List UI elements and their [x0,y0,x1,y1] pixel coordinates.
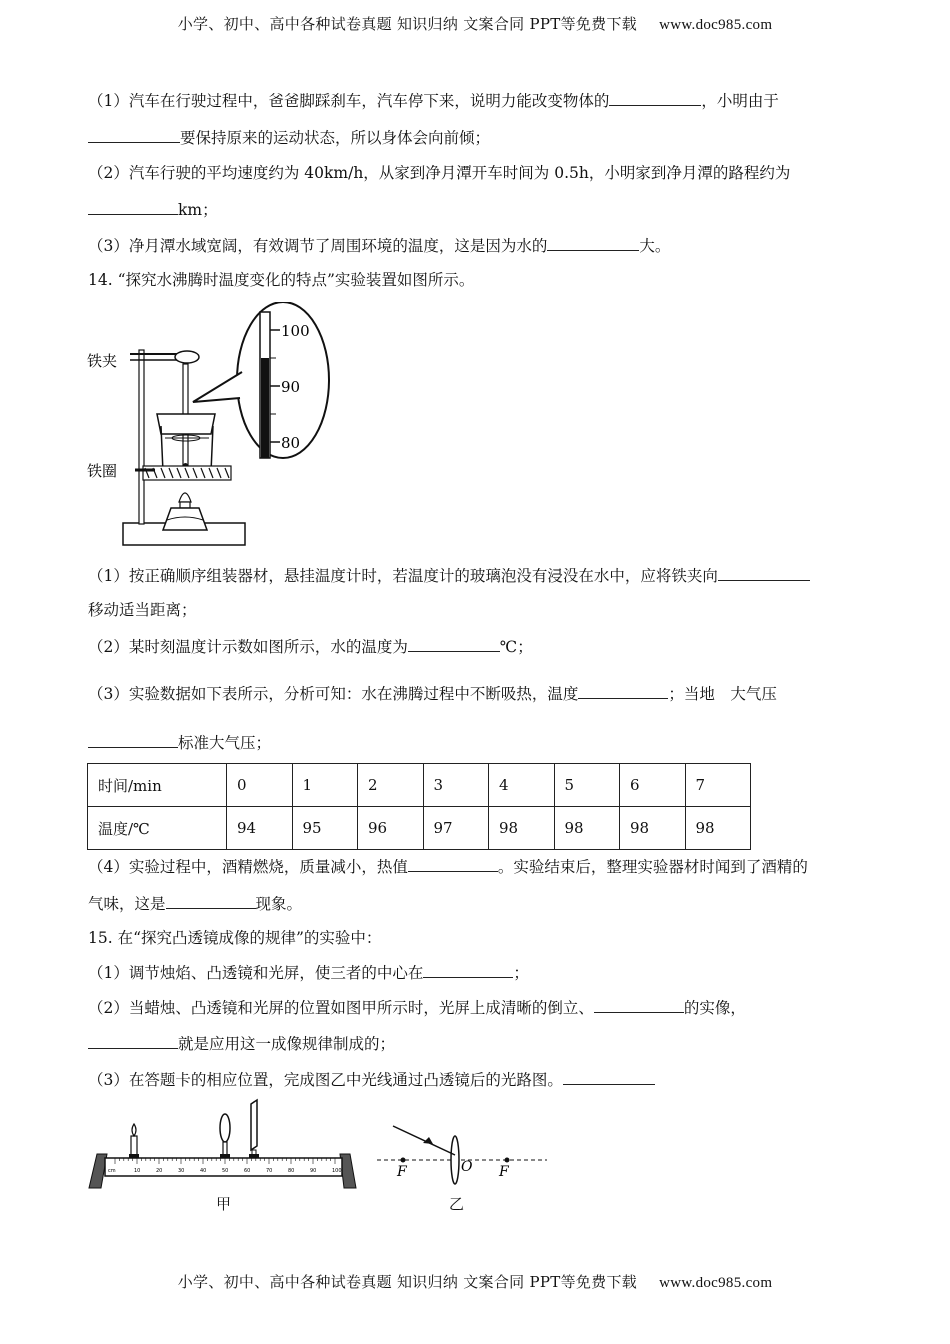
convex-lens [451,1136,459,1184]
answer-blank[interactable] [166,893,256,909]
answer-blank[interactable] [563,1069,655,1085]
flame [179,493,191,502]
q15-part2: （2）当蜡烛、凸透镜和光屏的位置如图甲所示时，光屏上成清晰的倒立、 的实像， [88,999,746,1017]
header-site-link[interactable]: www.doc985.com [659,17,773,33]
q15-part1: （1）调节烛焰、凸透镜和光屏，使三者的中心在 ； [88,964,529,982]
q14-part1-cont: 移动适当距离； [88,601,197,619]
stand-pole [139,350,144,524]
liquid-column [261,358,269,458]
answer-blank[interactable] [88,127,180,143]
table-cell: 98 [554,807,620,850]
answer-blank[interactable] [594,997,684,1013]
answer-blank[interactable] [718,565,810,581]
candle [131,1136,137,1156]
q13-part2-cont: km； [88,199,218,220]
q13-part2: （2）汽车行驶的平均速度约为 40km/h，从家到净月潭开车时间为 0.5h，小明家到净月潭的路程约为 [88,164,791,182]
answer-blank[interactable] [88,1033,178,1049]
table-cell: 0 [227,764,293,807]
focus-left [401,1158,406,1163]
table-cell: 98 [489,807,555,850]
q13-part3: （3）净月潭水域宽阔，有效调节了周围环境的温度，这是因为水的 大。 [88,237,671,255]
q15-title: 15. 在“探究凸透镜成像的规律”的实验中： [88,929,382,947]
table-cell: 94 [227,807,293,850]
table-row-temperature [88,807,751,850]
light-screen [251,1100,257,1150]
answer-blank[interactable] [423,962,513,978]
ruler-tick-label: 10 [134,1168,141,1174]
q14-part1: （1）按正确顺序组装器材，悬挂温度计时，若温度计的玻璃泡没有浸没在水中，应将铁夹向 [88,565,810,586]
label-o: O [461,1159,473,1175]
q14-part2: （2）某时刻温度计示数如图所示，水的温度为 ℃； [88,638,533,656]
label-iron-clamp: 铁夹 [87,352,118,370]
table-cell: 1 [292,764,358,807]
table-cell: 96 [358,807,424,850]
table-cell: 3 [423,764,489,807]
tick-90: 90 [281,378,301,396]
q15-part3: （3）在答题卡的相应位置，完成图乙中光线通过凸透镜后的光路图。 [88,1069,655,1090]
page-header [0,13,950,34]
ruler-tick-label: 50 [222,1168,229,1174]
data-table [87,763,751,850]
focus-right [505,1158,510,1163]
table-cell: 95 [292,807,358,850]
tick-80: 80 [281,434,301,452]
table-cell: 4 [489,764,555,807]
answer-blank[interactable] [609,90,701,106]
answer-blank[interactable] [408,856,498,872]
table-row-header: 温度/℃ [88,807,227,850]
footer-text: 小学、初中、高中各种试卷真题 知识归纳 文案合同 PPT等免费下载 [177,1273,638,1291]
q14-part4-cont: 气味，这是 现象。 [88,895,303,913]
page-footer [0,1271,950,1292]
table-cell: 97 [423,807,489,850]
ray-diagram-figure [375,1115,550,1185]
answer-blank[interactable] [578,683,668,699]
ruler-tick-label: 90 [310,1168,317,1174]
q14-part3-cont: 标准大气压； [88,732,271,753]
ruler-tick-label: 40 [200,1168,207,1174]
ruler-tick-label: 30 [178,1168,185,1174]
q14-title: 14. “探究水沸腾时温度变化的特点”实验装置如图所示。 [88,271,475,289]
beaker-lid [157,414,215,434]
tick-100: 100 [281,322,310,340]
table-cell: 6 [620,764,686,807]
table-cell: 7 [685,764,751,807]
ruler-tick-label: 60 [244,1168,251,1174]
table-cell: 98 [620,807,686,850]
caption-yi: 乙 [449,1195,465,1213]
ruler-tick-label: 80 [288,1168,295,1174]
header-text: 小学、初中、高中各种试卷真题 知识归纳 文案合同 PPT等免费下载 [177,15,638,33]
label-f-left: F [397,1164,407,1180]
clamp-jaw [175,351,199,363]
footer-site-link[interactable]: www.doc985.com [659,1275,773,1291]
ruler-tick-label: 100 [332,1168,342,1174]
answer-blank[interactable] [88,199,178,215]
caption-jia: 甲 [216,1195,232,1213]
convex-lens [220,1114,230,1142]
answer-blank[interactable] [408,636,500,652]
ruler-tick-label: 20 [156,1168,163,1174]
label-iron-ring: 铁圈 [87,462,118,480]
table-row-header: 时间/min [88,764,227,807]
ruler-unit: cm [108,1168,116,1174]
answer-blank[interactable] [547,235,639,251]
table-cell: 98 [685,807,751,850]
ruler-tick-label: 70 [266,1168,273,1174]
q13-part1-cont: 要保持原来的运动状态，所以身体会向前倾； [88,127,490,148]
table-row-time [88,764,751,807]
q14-part3: （3）实验数据如下表所示，分析可知：水在沸腾过程中不断吸热，温度 ；当地 大气压 [88,685,777,703]
optical-bench-figure [85,1098,360,1198]
q14-part4: （4）实验过程中，酒精燃烧，质量减小，热值 。实验结束后，整理实验器材时闻到了酒精的 [88,858,808,876]
q15-part2-cont: 就是应用这一成像规律制成的； [88,1033,395,1054]
incident-ray [393,1126,455,1155]
label-f-right: F [499,1164,509,1180]
table-cell: 5 [554,764,620,807]
boiling-apparatus-figure [85,302,345,552]
q13-part1: （1）汽车在行驶过程中，爸爸脚踩刹车，汽车停下来，说明力能改变物体的 ，小明由于 [88,92,779,110]
candle-flame [132,1124,136,1136]
table-cell: 2 [358,764,424,807]
answer-blank[interactable] [88,732,178,748]
